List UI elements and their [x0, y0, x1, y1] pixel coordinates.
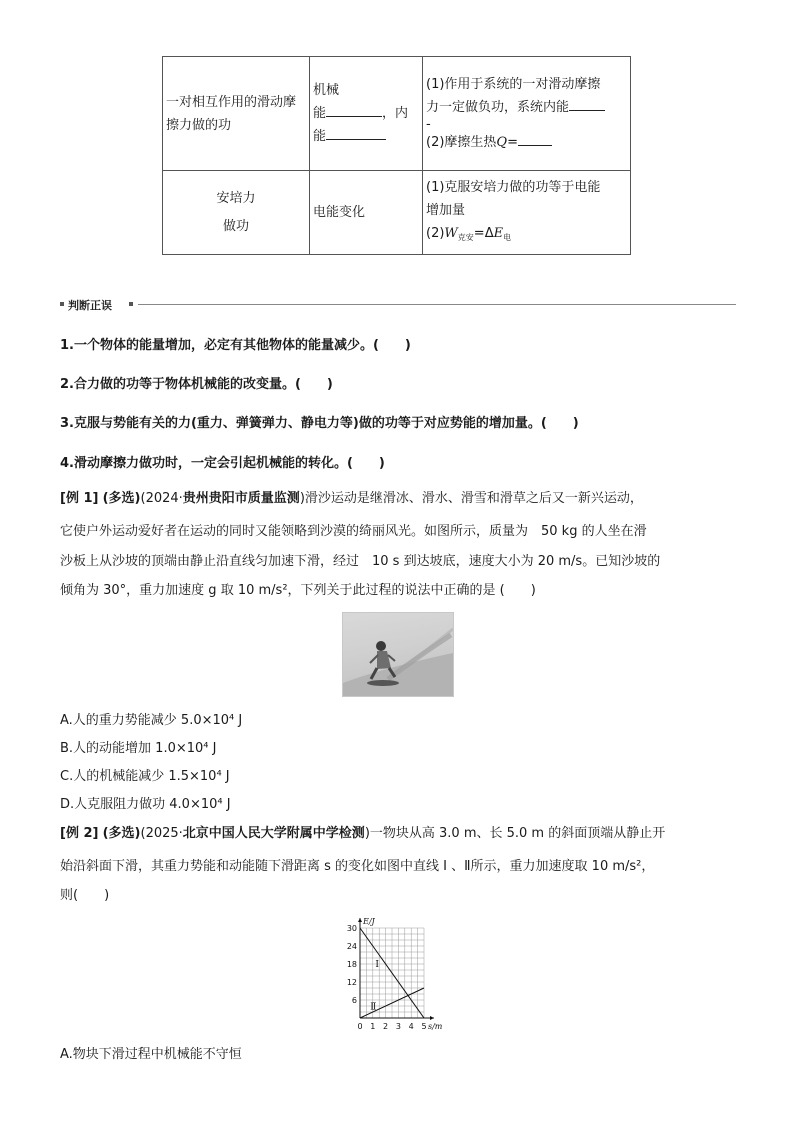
y-tick-label: 30 — [346, 924, 357, 933]
example-tag: [例 2] — [60, 826, 99, 841]
row1-relation-line1: (1)作用于系统的一对滑动摩擦 — [426, 77, 601, 92]
fill-blank[interactable] — [518, 131, 552, 146]
energy-work-table — [162, 56, 631, 255]
x-axis-label: s/m — [428, 1022, 443, 1031]
example1-line1 — [60, 489, 643, 509]
example-source: 北京中国人民大学附属中学检测 — [182, 826, 365, 841]
row2-relation-line3 — [426, 222, 627, 249]
row1-energy-text: 能 — [313, 106, 327, 121]
example1-option-d[interactable]: D.人克服阻力做功 4.0×10⁴ J — [60, 797, 231, 812]
row1-energy-line2 — [313, 102, 419, 125]
row2-relation-line2: 增加量 — [426, 203, 466, 218]
row1-relation-line4 — [426, 131, 627, 154]
y-tick-label: 18 — [346, 960, 357, 969]
section-marker-left — [60, 302, 64, 306]
example1-option-b[interactable]: B.人的动能增加 1.0×10⁴ J — [60, 741, 217, 756]
row2-work-type-line2: 做功 — [222, 219, 249, 234]
x-tick-label: 3 — [395, 1022, 401, 1031]
row1-energy-text: ，内 — [382, 106, 409, 121]
row1-energy-text: 能 — [313, 129, 327, 144]
example-source-pre: (2024· — [140, 491, 183, 506]
section-divider — [138, 304, 736, 305]
example-tag: [例 1] — [60, 491, 99, 506]
sand-sliding-illustration — [343, 613, 453, 696]
example-text: )一物块从高 3.0 m、长 5.0 m 的斜面顶端从静止开 — [364, 826, 666, 841]
row1-relation-text: = — [507, 135, 518, 150]
example1-line2: 它使户外运动爱好者在运动的同时又能领略到沙漠的绮丽风光。如图所示，质量为 50 kg 的人坐在滑 — [60, 524, 647, 539]
example-source-pre: (2025· — [140, 826, 183, 841]
table-row — [163, 171, 631, 255]
example2-line1 — [60, 824, 665, 844]
example1-option-c[interactable]: C.人的机械能减少 1.5×10⁴ J — [60, 769, 230, 784]
x-tick-label: 1 — [370, 1022, 376, 1031]
example-source: 贵州贵阳市质量监测 — [182, 491, 300, 506]
subscript: 电 — [503, 233, 512, 242]
row1-energy-line3 — [313, 125, 419, 148]
sand-sliding-photo — [342, 612, 454, 697]
x-axis-arrow — [430, 1016, 434, 1020]
table-cell — [310, 171, 423, 255]
table-cell — [163, 57, 310, 171]
statement-3: 3.克服与势能有关的力(重力、弹簧弹力、静电力等)做的功等于对应势能的增加量。( ) — [60, 416, 579, 431]
example2-option-a[interactable]: A.物块下滑过程中机械能不守恒 — [60, 1047, 242, 1062]
row2-relation-line1: (1)克服安培力做的功等于电能 — [426, 180, 601, 195]
x-tick-label: 0 — [357, 1022, 363, 1031]
row2-work-type-line1: 安培力 — [216, 191, 256, 206]
symbol-q: Q — [496, 135, 508, 150]
series-label-2: Ⅱ — [370, 1002, 377, 1013]
fill-blank[interactable] — [569, 96, 605, 111]
x-tick-label: 2 — [383, 1022, 389, 1031]
section-title: 判断正误 — [68, 299, 112, 312]
row1-energy-line1: 机械 — [313, 83, 340, 98]
y-axis-arrow — [358, 918, 362, 922]
example-type: (多选) — [102, 491, 141, 506]
example2-line3: 则( ) — [60, 888, 110, 903]
example-type: (多选) — [102, 826, 141, 841]
example-text: )滑沙运动是继滑冰、滑水、滑雪和滑草之后又一新兴运动， — [299, 491, 643, 506]
section-marker-right — [129, 302, 133, 306]
example2-line2: 始沿斜面下滑，其重力势能和动能随下滑距离 s 的变化如图中直线 Ⅰ 、Ⅱ所示，重力加速度取 10 m/s²， — [60, 859, 655, 874]
statement-2: 2.合力做的功等于物体机械能的改变量。( ) — [60, 377, 333, 392]
y-tick-label: 6 — [351, 996, 357, 1005]
row1-relation-text: 力一定做负功，系统内能 — [426, 100, 570, 115]
symbol-w: W — [444, 226, 458, 241]
example1-line4: 倾角为 30°，重力加速度 g 取 10 m/s²，下列关于此过程的说法中正确的是 ( ) — [60, 583, 536, 598]
fill-blank[interactable] — [326, 125, 386, 140]
table-cell — [310, 57, 423, 171]
row1-relation-text: (2)摩擦生热 — [426, 135, 497, 150]
example1-option-a[interactable]: A.人的重力势能减少 5.0×10⁴ J — [60, 713, 243, 728]
row2-relation-text: =Δ — [473, 226, 494, 241]
table-cell — [423, 171, 631, 255]
table-cell — [423, 57, 631, 171]
row2-relation-text: (2) — [426, 226, 445, 241]
table-row — [163, 57, 631, 171]
symbol-e: E — [493, 226, 504, 241]
row2-energy: 电能变化 — [313, 205, 366, 220]
row1-relation-line3: - — [426, 117, 431, 132]
energy-distance-chart — [336, 910, 460, 1034]
x-tick-label: 5 — [421, 1022, 427, 1031]
table-cell — [163, 171, 310, 255]
y-tick-label: 12 — [346, 978, 357, 987]
fill-blank[interactable] — [326, 102, 382, 117]
x-tick-label: 4 — [408, 1022, 414, 1031]
subscript: 克安 — [457, 233, 474, 242]
row1-relation-line2 — [426, 96, 627, 119]
series-label-1: Ⅰ — [375, 960, 379, 970]
y-tick-label: 24 — [346, 942, 357, 951]
statement-4: 4.滑动摩擦力做功时，一定会引起机械能的转化。( ) — [60, 456, 385, 471]
example1-line3: 沙板上从沙坡的顶端由静止沿直线匀加速下滑，经过 10 s 到达坡底，速度大小为 20 m/s。已知沙坡的 — [60, 554, 661, 569]
row1-work-type: 一对相互作用的滑动摩擦力做的功 — [166, 94, 297, 133]
statement-1: 1.一个物体的能量增加，必定有其他物体的能量减少。( ) — [60, 338, 411, 353]
y-axis-label: E/J — [363, 917, 375, 926]
